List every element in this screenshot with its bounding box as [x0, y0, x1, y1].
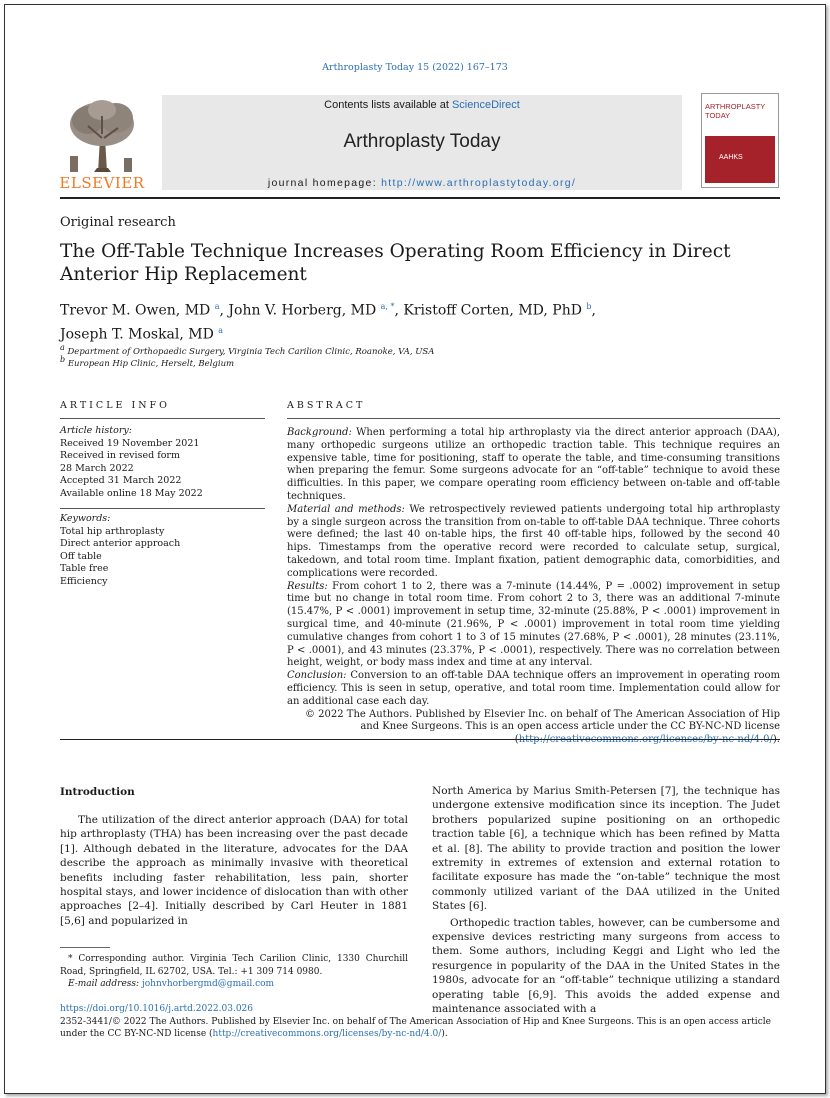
article-type: Original research	[60, 215, 176, 230]
abstract-bottom-rule	[60, 739, 780, 740]
cover-band	[705, 136, 775, 183]
journal-cover-thumbnail[interactable]	[701, 93, 779, 188]
elsevier-tree-icon	[58, 98, 146, 174]
journal-citation[interactable]: Arthroplasty Today 15 (2022) 167–173	[322, 62, 508, 73]
article-info-rule	[60, 418, 265, 419]
abstract-rule	[287, 418, 780, 419]
affiliation-ref[interactable]: a	[214, 302, 220, 311]
aahks-badge: AAHKS	[719, 154, 743, 161]
keyword: Off table	[60, 550, 102, 562]
keyword: Table free	[60, 563, 109, 574]
history-item: Accepted 31 March 2022	[60, 475, 182, 486]
history-item: 28 March 2022	[60, 462, 134, 474]
affiliation-a: $^a$ Department of Orthopaedic Surgery, Virginia Tech Carilion Clinic, Roanoke, VA, USA	[60, 343, 435, 357]
abstract-background: Background: When performing a total hip arthroplasty via the direct anterior approach (DAA), many orthopedic surgeons utilize an orthopedic traction table. This technique requires an expensive table, time for positioning, staff to operate the table, and time-consuming transitions when preparing the femur. Some surgeons advocate for an “off-table” technique to avoid these difficulties. In this paper, we compare operating room efficiency between on-table and off-table techniques.	[287, 427, 780, 502]
affiliation-ref[interactable]: a, *	[380, 302, 395, 311]
journal-title: Arthroplasty Today	[343, 131, 501, 152]
header-rule	[60, 197, 780, 199]
keyword: Total hip arthroplasty	[60, 525, 165, 537]
keyword: Efficiency	[60, 575, 108, 587]
author-name: Kristoff Corten, MD, PhD	[403, 302, 582, 319]
affiliation-ref[interactable]: a	[218, 325, 224, 335]
body-left-column	[60, 813, 408, 928]
body-right-column	[432, 784, 780, 1017]
intro-paragraph-2: Orthopedic traction tables, however, can be cumbersome and expensive devices restricting many surgeons from access to them. Some authors, including Keggi and Light who led the resurgence in popularity of the DAA in the United States in the 1980s, advocate for an “off-table” technique utilizing a standard operating table [6,9]. This avoids the added expense and maintenance associated with a	[432, 916, 780, 1016]
article-history: Article history: Received 19 November 2021 Received in revised form 28 March 2022 Accepted 31 March 2022 Available online 18 May 2022	[60, 425, 265, 500]
sciencedirect-link[interactable]: ScienceDirect	[451, 99, 520, 111]
author-list: Trevor M. Owen, MD $^a$, John V. Horberg, MD $^{a, *}$, Kristoff Corten, MD, PhD $^b$, Joseph T. Moskal, MD $^a$	[60, 302, 596, 343]
issn-line: 2352-3441/© 2022 The Authors. Published by Elsevier Inc. on behalf of The American Association of Hip and Knee Surgeons. This is an open access article under the CC BY-NC-ND license (http://creativecommons.org/licenses/by-nc-nd/4.0/).	[60, 1016, 771, 1039]
corresponding-author-footnote: * Corresponding author. Virginia Tech Carilion Clinic, 1330 Churchill Road, Springfield, IL 62702, USA. Tel.: +1 309 714 0980. E-mail address: johnvhorbergmd@gmail.com	[60, 954, 408, 989]
cover-title: ARTHROPLASTY TODAY	[705, 102, 766, 120]
author-name: John V. Horberg, MD	[228, 302, 377, 319]
email-link[interactable]: johnvhorbergmd@gmail.com	[141, 979, 275, 989]
license-link[interactable]: http://creativecommons.org/licenses/by-nc-nd/4.0/	[518, 734, 773, 746]
keywords: Keywords: Total hip arthroplasty Direct anterior approach Off table Table free Efficiency	[60, 513, 265, 588]
homepage-link[interactable]: http://www.arthroplastytoday.org/	[381, 177, 577, 189]
keywords-rule	[60, 508, 265, 509]
affiliation-ref[interactable]: b	[586, 302, 592, 311]
history-item: Received in revised form	[60, 450, 180, 461]
history-item: Available online 18 May 2022	[60, 487, 203, 499]
abstract-body	[287, 427, 780, 747]
page-footer	[60, 1003, 780, 1041]
author-name: Trevor M. Owen, MD	[60, 302, 211, 319]
history-item: Received 19 November 2021	[60, 437, 200, 449]
doi-link[interactable]: https://doi.org/10.1016/j.artd.2022.03.026	[60, 1004, 254, 1014]
footnote-rule	[60, 947, 110, 948]
keyword: Direct anterior approach	[60, 538, 181, 549]
abstract-heading: ABSTRACT	[287, 400, 366, 411]
author-name: Joseph T. Moskal, MD	[60, 326, 214, 343]
article-info-heading: ARTICLE INFO	[60, 400, 170, 411]
abstract-copyright: © 2022 The Authors. Published by Elsevier Inc. on behalf of The American Association of Hip and Knee Surgeons. This is an open access article under the CC BY-NC-ND license (http://creativecommons.org/licenses/by-nc-nd/4.0/).	[305, 708, 780, 746]
intro-paragraph-1: The utilization of the direct anterior approach (DAA) for total hip arthroplasty (THA) has been increasing over the past decade [1]. Although debated in the literature, advocates for the DAA describe the approach as minimally invasive with theoretical benefits including faster rehabilitation, less pain, shorter hospital stays, and lower incidence of dislocation than with other approaches [2–4]. Initially described by Carl Heuter in 1881 [5,6] and popularized in	[60, 814, 408, 927]
abstract-methods: Material and methods: We retrospectively reviewed patients undergoing total hip arthroplasty by a single surgeon across the transition from on-table to off-table DAA technique. Three cohorts were defined; the last 40 on-table hips, the first 40 off-table hips, followed by the second 40 hips. Timestamps from the operative record were recorded to calculate setup, surgical, takedown, and total room time. Implant fixation, patient demographic data, comorbidities, and complications were recorded.	[287, 503, 780, 579]
article-title: The Off-Table Technique Increases Operating Room Efficiency in Direct Anterior Hip Replacement	[60, 241, 731, 285]
abstract-conclusion: Conclusion: Conversion to an off-table DAA technique offers an improvement in operating room efficiency. This is seen in setup, operative, and total room time. Implementation could allow for an additional case each day.	[287, 670, 780, 707]
abstract-results: Results: From cohort 1 to 2, there was a 7-minute (14.44%, P = .0002) improvement in setup time but no change in total room time. From cohort 2 to 3, there was an additional 7-minute (15.47%, P < .0001) improvement in setup time, 32-minute (25.88%, P < .0001) improvement in surgical time, and 40-minute (21.96%, P < .0001) improvement in total room time yielding cumulative changes from cohort 1 to 3 of 15 minutes (27.68%, P < .0001), 28 minutes (23.11%, P < .0001), and 43 minutes (23.37%, P < .0001), respectively. There was no correlation between height, weight, or body mass index and time at any interval.	[287, 580, 780, 669]
introduction-heading: Introduction	[60, 786, 135, 798]
contents-line: Contents lists available at ScienceDirect	[324, 99, 520, 111]
publisher-wordmark: ELSEVIER	[59, 174, 145, 192]
affiliation-b: $^b$ European Hip Clinic, Herselt, Belgium	[60, 355, 235, 369]
intro-paragraph-1-cont: North America by Marius Smith-Petersen [7], the technique has undergone extensive modification since its inception. The Judet brothers popularized supine positioning on an orthopedic traction table [6], a technique which has been refined by Matta et al. [8]. The ability to provide traction and position the lower extremity in extremes of extension and external rotation to facilitate exposure has made the “on-table” technique the most commonly utilized variant of the DAA utilized in the United States [6].	[432, 785, 780, 913]
elsevier-logo	[58, 98, 146, 190]
footer-license-link[interactable]: http://creativecommons.org/licenses/by-nc-nd/4.0/	[212, 1029, 442, 1039]
journal-header	[162, 95, 682, 190]
homepage-line: journal homepage: http://www.arthroplastytoday.org/	[267, 177, 577, 189]
